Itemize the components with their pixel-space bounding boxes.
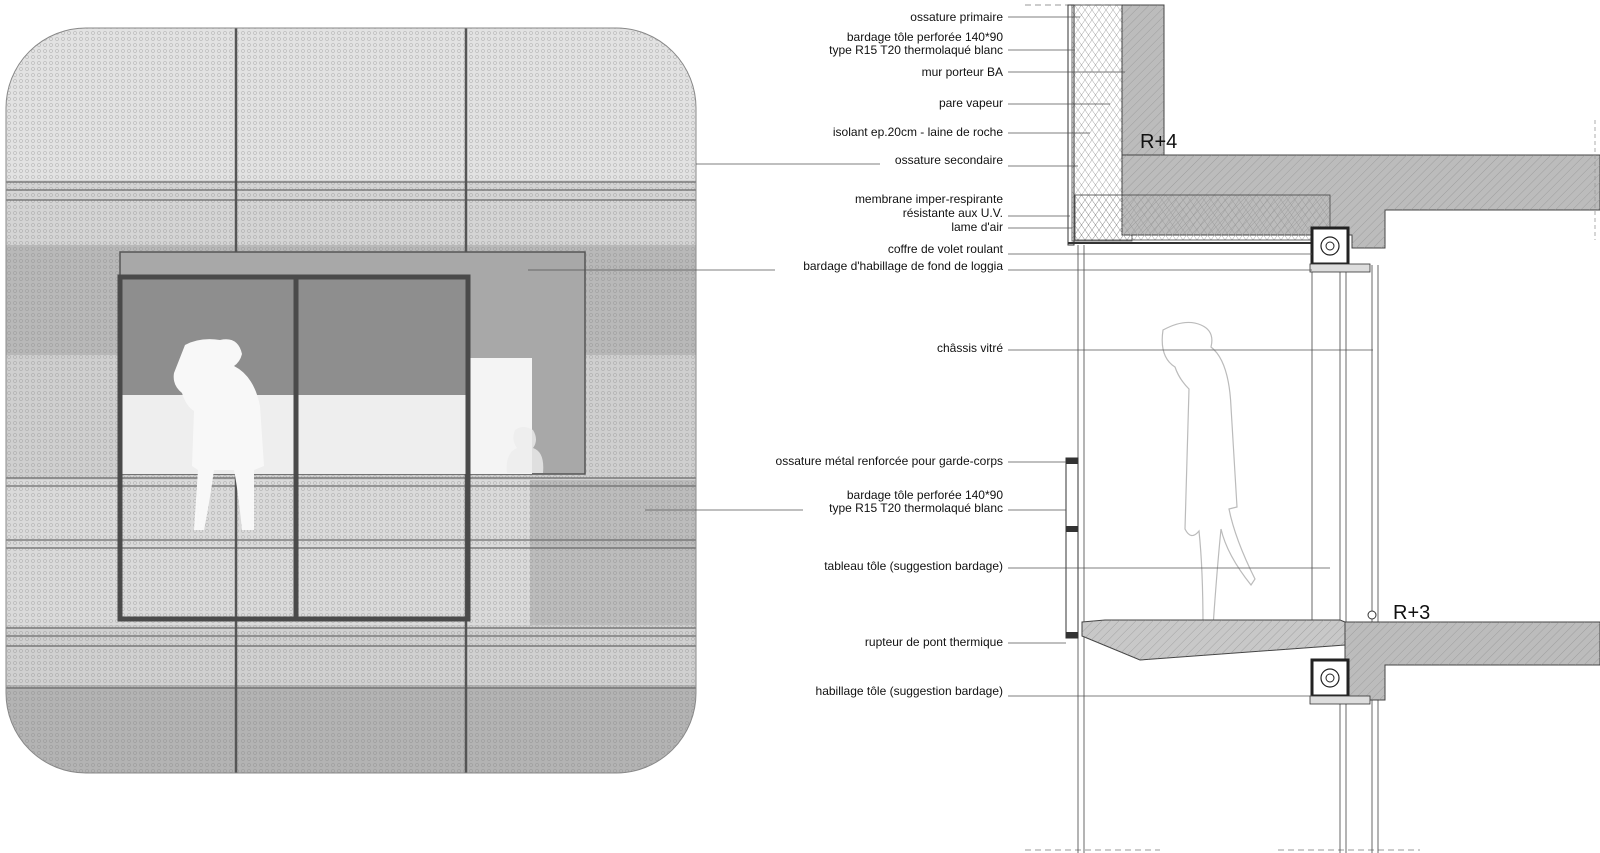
label-bardage-tole-bottom-1: bardage tôle perforée 140*90 <box>846 488 1003 502</box>
label-membrane-2: résistante aux U.V. <box>902 206 1003 220</box>
label-ossature-secondaire: ossature secondaire <box>894 153 1003 167</box>
label-chassis-vitre: châssis vitré <box>936 341 1003 355</box>
person-outline <box>1162 322 1255 627</box>
level-upper: R+4 <box>1140 131 1178 153</box>
label-bardage-tole-top-1: bardage tôle perforée 140*90 <box>846 30 1003 44</box>
label-pare-vapeur: pare vapeur <box>938 96 1003 110</box>
label-rupteur: rupteur de pont thermique <box>864 635 1003 649</box>
label-lame-air: lame d'air <box>951 220 1003 234</box>
label-ossature-primaire: ossature primaire <box>910 10 1003 24</box>
label-bardage-tole-top-2: type R15 T20 thermolaqué blanc <box>829 43 1003 57</box>
label-coffre-volet: coffre de volet roulant <box>887 242 1003 256</box>
label-habillage-tole: habillage tôle (suggestion bardage) <box>815 684 1003 698</box>
level-lower: R+3 <box>1393 602 1431 624</box>
label-ossature-metal: ossature métal renforcée pour garde-corps <box>775 454 1003 468</box>
label-bardage-tole-bottom-2: type R15 T20 thermolaqué blanc <box>829 501 1003 515</box>
label-mur-porteur: mur porteur BA <box>921 65 1003 79</box>
wall-section <box>1025 5 1600 853</box>
label-leaders <box>1008 17 1373 696</box>
label-isolant: isolant ep.20cm - laine de roche <box>832 125 1003 139</box>
annotation-labels <box>776 10 1004 698</box>
label-bardage-habillage: bardage d'habillage de fond de loggia <box>803 259 1003 273</box>
label-membrane-1: membrane imper-respirante <box>854 192 1003 206</box>
label-tableau-tole: tableau tôle (suggestion bardage) <box>824 559 1003 573</box>
